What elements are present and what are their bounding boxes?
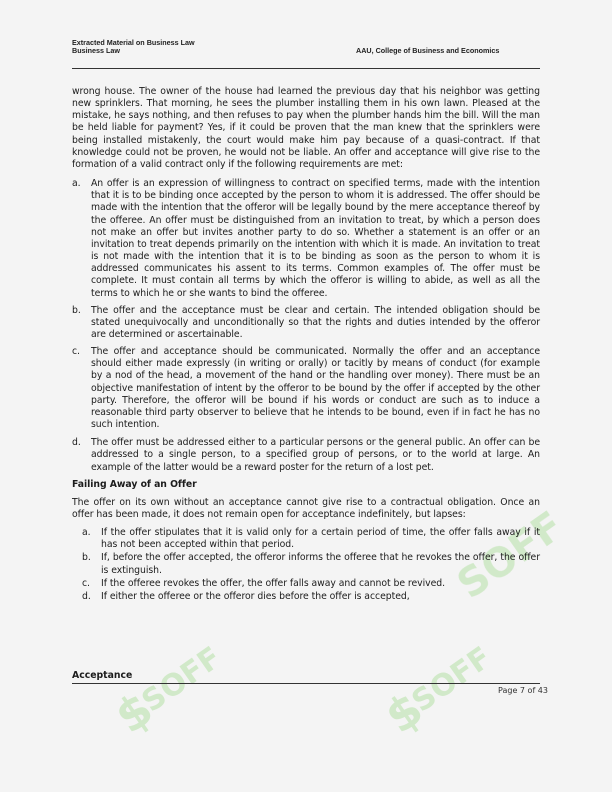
requirements-list bbox=[72, 178, 540, 474]
lapse-item bbox=[72, 591, 540, 603]
section-intro-paragraph: The offer on its own without an acceptance cannot give rise to a contractual obligation. Once an offer has been made, it does not remain open for acceptance indefinitely, but lapses: bbox=[72, 496, 540, 520]
header-institution: AAU, College of Business and Economics bbox=[356, 46, 500, 55]
list-marker: b. bbox=[82, 552, 91, 564]
svg-text:SOFF: SOFF bbox=[135, 640, 228, 720]
lapse-item bbox=[72, 527, 540, 551]
svg-text:SOFF: SOFF bbox=[405, 640, 498, 720]
list-marker: a. bbox=[82, 527, 91, 539]
list-marker: a. bbox=[72, 178, 81, 190]
svg-text:SOFF: SOFF bbox=[449, 503, 572, 609]
header-course-name: Business Law bbox=[72, 46, 120, 55]
lapse-text: If either the offeree or the offeror dies before the offer is accepted, bbox=[101, 590, 410, 602]
requirement-item bbox=[72, 305, 540, 341]
svg-text:$: $ bbox=[105, 681, 163, 745]
list-marker: c. bbox=[82, 577, 90, 589]
page-number: Page 7 of 43 bbox=[498, 686, 548, 695]
lapses-list bbox=[72, 527, 540, 603]
header-divider bbox=[72, 68, 540, 69]
requirement-text: The offer must be addressed either to a particular persons or the general public. An offer can be addressed to a single person, to a specified group of persons, or to the world at large. An example of the latter would be a reward poster for the return of a lost pet. bbox=[91, 437, 540, 473]
footer-divider bbox=[72, 683, 540, 684]
requirement-text: The offer and acceptance should be communicated. Normally the offer and an acceptance should either made expressly (in writing or orally) or tacitly by means of conduct (for example by a nod of the head, a movement of the hand or the handling over money). There must be an objective manifestation of intent by the offeror to be bound by the offer if accepted by the other party. Therefore, the offeror will be bound if his words or conduct are such as to induce a reasonable third party observer to believe that he intends to be bound, even if in fact he has no such intention. bbox=[91, 346, 540, 431]
lapse-text: If, before the offer accepted, the offeror informs the offeree that he revokes the offer, the offer is extinguish. bbox=[101, 552, 540, 576]
next-section-heading: Acceptance bbox=[72, 670, 133, 681]
requirement-item bbox=[72, 178, 540, 300]
requirement-item bbox=[72, 437, 540, 473]
svg-text:$: $ bbox=[375, 681, 433, 745]
requirement-item bbox=[72, 346, 540, 431]
list-marker: d. bbox=[72, 437, 81, 449]
list-marker: b. bbox=[72, 304, 81, 316]
section-heading: Failing Away of an Offer bbox=[72, 478, 197, 490]
list-marker: d. bbox=[82, 590, 91, 602]
page-body bbox=[72, 86, 540, 604]
lapse-text: If the offeree revokes the offer, the offer falls away and cannot be revived. bbox=[101, 577, 446, 589]
lapse-text: If the offer stipulates that it is valid only for a certain period of time, the offer falls away if it has not been accepted within that period. bbox=[101, 527, 540, 551]
lapse-item bbox=[72, 552, 540, 576]
list-marker: c. bbox=[72, 346, 80, 358]
requirement-text: The offer and the acceptance must be clear and certain. The intended obligation should be stated unequivocally and unconditionally so that the rights and duties intended by the offeror are determined or ascertainable. bbox=[91, 304, 540, 340]
header-document-title: Extracted Material on Business Law bbox=[72, 38, 195, 47]
lapse-item bbox=[72, 578, 540, 590]
intro-paragraph: wrong house. The owner of the house had learned the previous day that his neighbor was getting new sprinklers. That morning, he sees the plumber installing them in his own lawn. Pleased at the mistake, he says nothing, and then refuses to pay when the plumber hands him the bill. Will the man be held liable for payment? Yes, if it could be proven that the man knew that the sprinklers were being installed mistakenly, the court would make him pay because of a quasi-contract. If that knowledge could not be proven, he would not be liable. An offer and acceptance will give rise to the formation of a valid contract only if the following requirements are met: bbox=[72, 86, 540, 170]
requirement-text: An offer is an expression of willingness to contract on specified terms, made with the intention that it is to be binding once accepted by the person to whom it is addressed. The offer should be made with the intention that the offeror will be legally bound by the mere acceptance thereof by the offeree. An offer must be distinguished from an invitation to treat, by which a person does not make an offer but invites another party to do so. Whether a statement is an offer or an invitation to treat depends primarily on the intention with which it is made. An invitation to treat is not made with the intention that it is to be binding as soon as the person to whom it is addressed communicates his assent to its terms. Common examples of. The offer must be complete. It must contain all terms by which the offeror is willing to abide, as well as all the terms to which he or she wants to bind the offeree. bbox=[91, 178, 540, 299]
